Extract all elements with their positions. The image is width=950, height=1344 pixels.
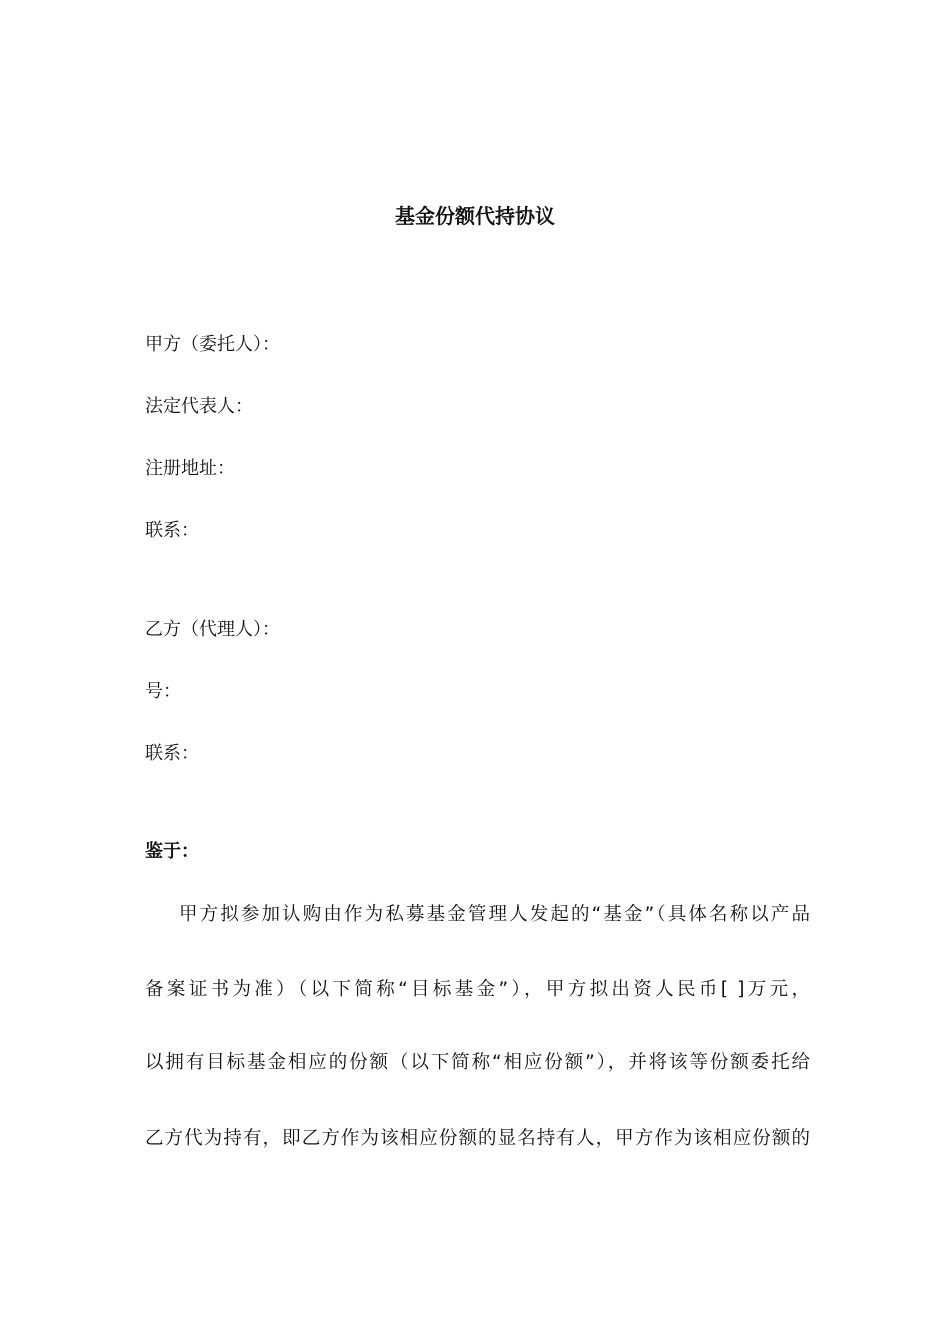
party-b-contact-label: 联系： — [145, 743, 199, 764]
party-b-id-label: 号： — [145, 681, 181, 702]
whereas-paragraph-line: 乙方代为持有，即乙方作为该相应份额的显名持有人，甲方作为该相应份额的 — [145, 1128, 810, 1149]
party-a-heading: 甲方（委托人）： — [145, 334, 280, 355]
party-a-contact-label: 联系： — [145, 520, 199, 541]
document-title: 基金份额代持协议 — [395, 204, 555, 228]
party-a-legal-rep-label: 法定代表人： — [145, 396, 253, 417]
party-b-heading: 乙方（代理人）： — [145, 619, 280, 640]
whereas-paragraph-line: 以拥有目标基金相应的份额（以下简称“相应份额”），并将该等份额委托给 — [145, 1052, 810, 1073]
party-a-address-label: 注册地址： — [145, 458, 235, 479]
whereas-paragraph-line: 甲方拟参加认购由作为私募基金管理人发起的“基金”（具体名称以产品 — [179, 904, 810, 925]
whereas-heading: 鉴于： — [145, 841, 199, 862]
whereas-paragraph-line: 备案证书为准）（以下简称“目标基金”），甲方拟出资人民币[ ]万元， — [145, 979, 810, 1000]
